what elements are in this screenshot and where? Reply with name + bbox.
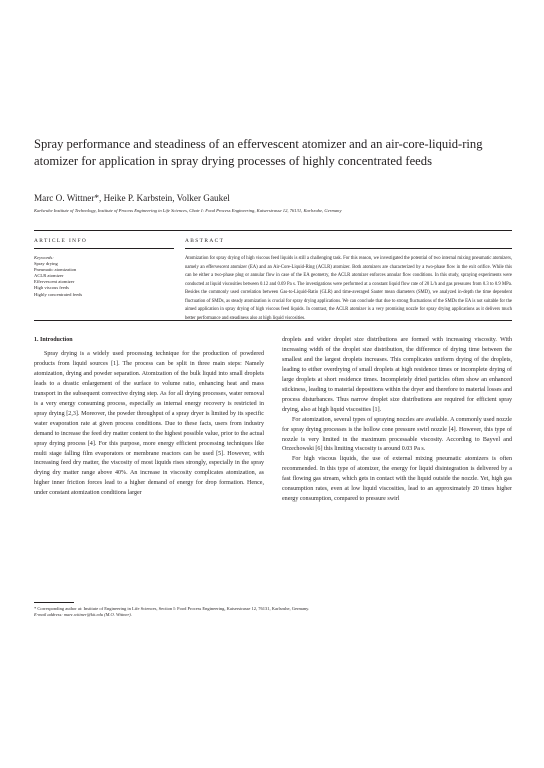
email-note[interactable]: E-mail address: marc.wittner@kit.edu (M.O. Wittner). xyxy=(34,612,132,618)
keyword-item: High viscous feeds xyxy=(34,285,69,291)
keyword-item: Highly concentrated feeds xyxy=(34,291,83,297)
paper-title: Spray performance and steadiness of an effervescent atomizer and an air-core-liquid-ring atomizer for application in spray drying processes of highly concentrated feeds xyxy=(34,137,483,168)
body-column-left xyxy=(34,350,264,499)
abstract-text: Atomization for spray drying of high viscous feed liquids is still a challenging task. For this reason, we investigated the potential of two internal mixing pneumatic atomizers, namely an effervescent atomizer (EA) and an Air-Core-Liquid-Ring (ACLR) atomizer. Both atomizers are characterized by a two-phase flow in the exit orifice. While this can be either a two-phase plug or annular flow in case of the EA geometry, the ACLR atomizer enforces annular flow conditions. In this study, spraying experiments were conducted at liquid viscosities between 0.12 and 0.69 Pa s. The investigations were performed at a constant liquid flow rate of 20 L/h and gas pressures from 0.3 to 0.9 MPa. Besides the commonly used correlation between Gas-to-Liquid-Ratio (GLR) and time-averaged Sauter mean diameters (SMD), we analyzed in-depth the time dependent fluctuation of SMDs, as steady atomization is crucial for spray drying applications. We can conclude that due to strong fluctuations of the SMDs the EA is not suitable for the aimed application in spray drying of high viscous feed liquids. In contrast, the ACLR atomizer is a very promising nozzle for spray drying applications as it delivers much better performance and steadiness also at high liquid viscosities. xyxy=(185,256,512,321)
header-divider xyxy=(34,230,512,231)
body-column-right xyxy=(282,336,512,505)
footnote-divider xyxy=(34,602,74,603)
author-list: Marc O. Wittner*, Heike P. Karbstein, Volker Gaukel xyxy=(34,193,230,203)
keyword-item: ACLR atomizer xyxy=(34,273,64,279)
abstract-bottom-divider xyxy=(34,320,512,321)
abstract-heading: ABSTRACT xyxy=(185,238,225,244)
keywords-label: Keywords: xyxy=(34,255,54,260)
introduction-heading: 1. Introduction xyxy=(34,337,73,343)
abstract-divider xyxy=(185,248,512,249)
keyword-item: Pneumatic atomization xyxy=(34,267,77,273)
article-info-divider xyxy=(34,248,174,249)
affiliation: Karlsruhe Institute of Technology, Institute of Process Engineering in Life Sciences, Chair I: Food Process Engineering, Kaiserstrasse 12, 76131, Karlsruhe, Germany xyxy=(34,208,342,213)
paragraph: droplets and wider droplet size distributions are formed with increasing viscosity. With increasing width of the droplet size distribution, the difference of drying time between the smallest and the largest droplets increases. This complicates uniform drying of the droplets, leading to either overdrying of small droplets at high residence times or incomplete drying of large droplets at short residence times. Incompletely dried particles often show an enhanced stickiness, leading to material depositions within the dryer and therefore to material losses and process disturbances. Thus narrow droplet size distributions are required for efficient spray drying, also at high liquid viscosities [1]. xyxy=(282,337,512,413)
paragraph: Spray drying is a widely used processing technique for the production of powdered products from liquid sources [1]. The process can be split in three main steps: Namely atomization, drying and powder separation. Atomization of the bulk liquid into small droplets leads to a drastic enlargement of the surface to volume ratio, enhancing heat and mass transport in the subsequent convective drying step. As for all drying processes, water removal is a very energy consuming process, especially as internal energy recovery is restricted in spray drying [2,3]. Moreover, the powder throughput of a spray dryer is limited by its specific water evaporation rate at given process conditions. Due to these facts, users from industry demand to increase the feed dry matter content to the highest possible value, prior to the actual spray drying process [4]. For this purpose, more energy efficient processing techniques like multi stage falling film evaporators or membrane reactors can be used [5]. However, with increasing feed dry matter, the viscosity of most liquids rises strongly, especially in the spray drying dry matter range above 40%. An increase in viscosity complicates atomization, as higher inner friction forces lead to a higher demand of energy for drop formation. Hence, under constant atomization conditions larger xyxy=(34,351,264,497)
keyword-item: Spray drying xyxy=(34,261,58,267)
paragraph: For atomization, several types of spraying nozzles are available. A commonly used nozzle for spray drying processes is the hollow cone pressure swirl nozzle [4]. However, this type of nozzle is very limited in the maximum processable viscosity. According to Bayvel and Orzechowski [6] this limiting viscosity is around 0.03 Pa s. xyxy=(282,416,512,453)
paragraph: For high viscous liquids, the use of external mixing pneumatic atomizers is often recommended. In this type of atomizer, the energy for liquid disintegration is delivered by a fast flowing gas stream, which gets in contact with the liquid outside the nozzle. Yet, high gas consumption rates, even at low liquid viscosities, lead to an approximately 20 times higher energy consumption, compared to pressure swirl xyxy=(282,456,512,503)
article-info-heading: ARTICLE INFO xyxy=(34,238,88,244)
keywords-block xyxy=(34,255,174,298)
footnote xyxy=(34,606,512,619)
keyword-item: Effervescent atomizer xyxy=(34,279,75,285)
corresponding-author-note: * Corresponding author at: Institute of Engineering in Life Sciences, Section I: Food Process Engineering, Kaiserstrasse 12, 76131, Karlsruhe, Germany. xyxy=(34,606,310,611)
